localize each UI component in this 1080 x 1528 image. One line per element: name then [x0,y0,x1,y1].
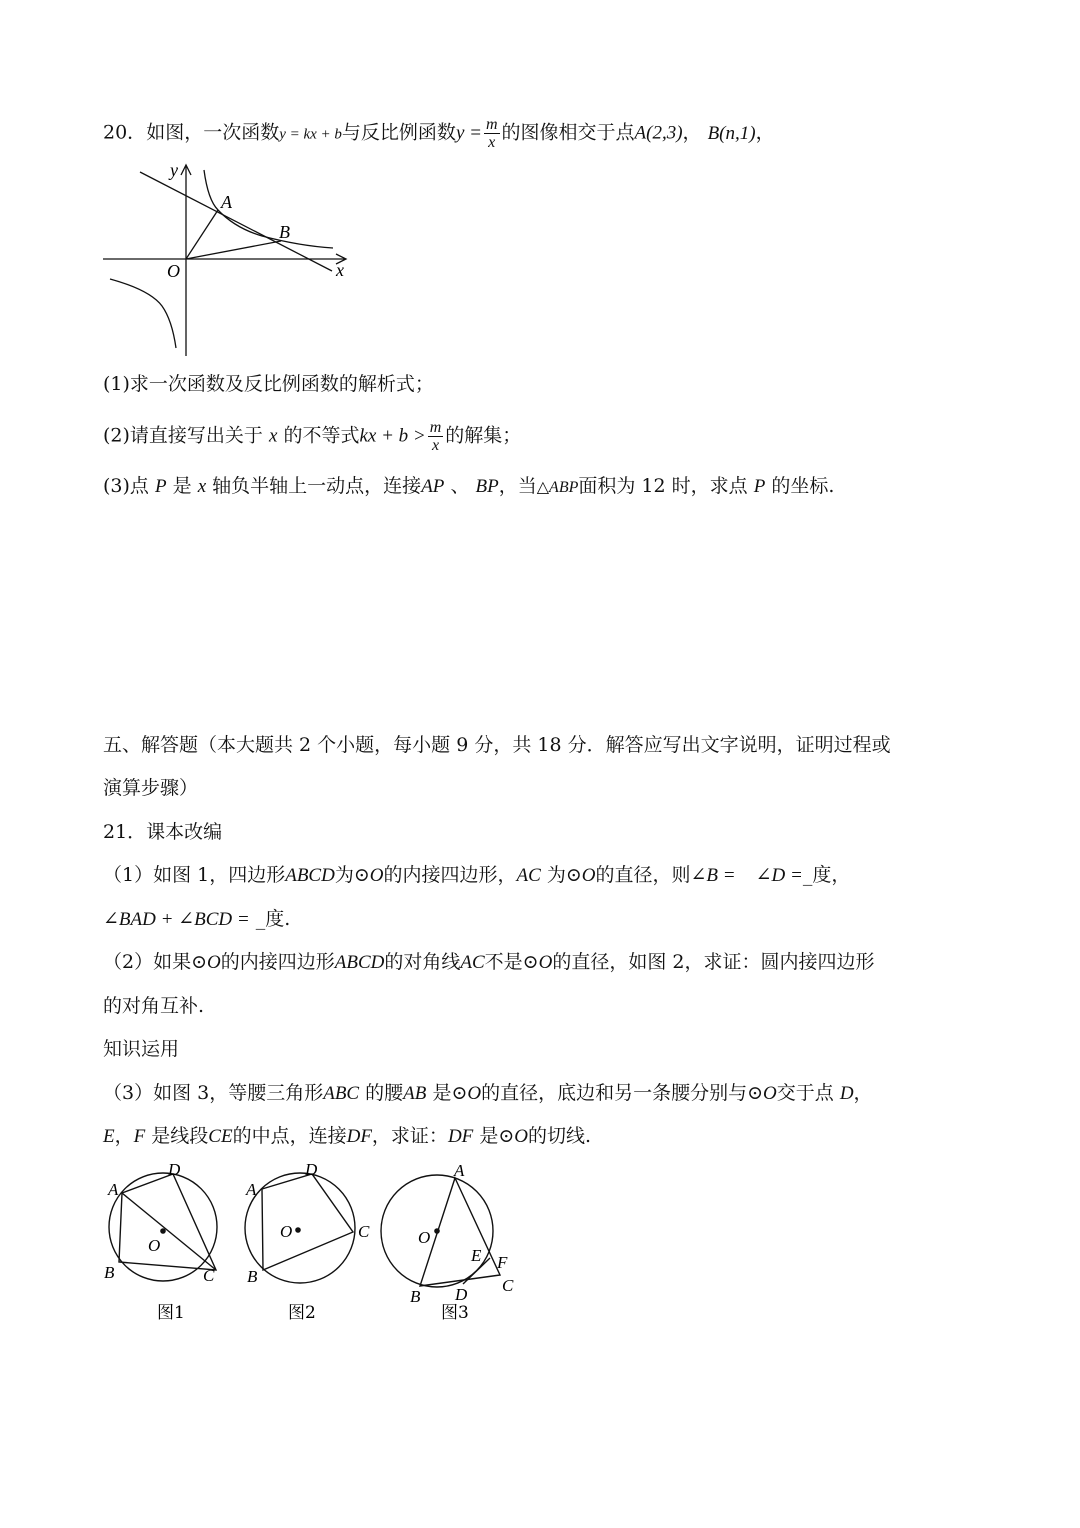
part-text: （3）如图 3，等腰三角形 [103,1082,324,1104]
segment-ac: AC [516,865,541,886]
part-text: 的切线. [527,1125,592,1147]
part-text: 的对角线 [384,951,461,973]
part-text: 的内接四边形 [220,951,335,973]
q21-knowledge [103,1035,179,1063]
label-b: B [279,222,290,242]
figure-2 [245,1160,370,1323]
hyperbola-branch-q3 [110,279,176,348]
circle-o: O [207,952,221,973]
fig3-label-a: A [454,1161,465,1180]
part-text: （2）如果⊙ [103,951,208,973]
part-text: 是线段 [151,1125,209,1147]
fig3-caption: 图3 [441,1303,469,1323]
part-text: 的直径，底边和另一条腰分别与⊙ [481,1082,764,1104]
triangle-abp: △ABP [536,479,579,496]
fig3-triangle-abc [420,1178,500,1286]
stem-text: 的图像相交于点 [501,121,635,144]
section5-heading-line2 [103,774,198,802]
var-x: x [268,425,278,447]
part-text: 是 [172,475,192,497]
point-b: B(n,1) [707,122,756,144]
fraction-numerator: m [429,419,442,436]
segment-ce: CE [208,1126,233,1147]
segment-bp: BP [475,476,499,497]
punct: ， [853,1082,873,1104]
stem-text: 如图，一次函数 [146,121,280,144]
circle-o: O [763,1083,777,1104]
part-text: ，当 [498,475,537,497]
part-text: 交于点 [776,1082,834,1104]
part-text: 面积为 12 时，求点 [578,475,748,497]
fig3-label-d: D [455,1285,468,1304]
linear-function: y = kx + b [279,126,342,143]
figure-3 [381,1161,514,1323]
quad-abcd: ABCD [285,865,335,886]
stem-text: 与反比例函数 [341,121,456,144]
fig1-label-a: A [108,1180,119,1199]
q20-part1 [103,370,434,398]
fig1-label-b: B [104,1263,115,1282]
part-text: _度， [802,864,851,886]
segment-df: DF [447,1126,474,1147]
circle-o: O [538,952,553,973]
part-text: 为⊙ [334,864,370,886]
circle-o: O [369,865,384,886]
figure-1 [104,1160,217,1323]
q20-part3 [103,472,834,502]
segment-ap: AP [421,476,445,497]
section-text: 演算步骤） [103,777,199,799]
point-e: E [103,1126,115,1147]
section-text: 五、解答题（本大题共 2 个小题，每小题 9 分，共 18 分．解答应写出文字说明，证明过程或 [103,734,891,756]
fraction-numerator: m [485,116,498,133]
q20-graph [100,158,360,358]
var-p: P [753,476,766,497]
part-text: 是⊙ [432,1082,468,1104]
circle-o: O [467,1083,482,1104]
fig3-label-o: O [418,1228,431,1247]
label-o: O [167,261,180,281]
fig2-label-o: O [280,1222,293,1241]
angle-b: ∠B = [690,865,736,886]
fraction-m-over-x [428,419,444,454]
label-y: y [170,160,178,180]
q21-title [103,818,222,846]
q21-part3-line1 [103,1079,873,1108]
punct: ， [755,121,775,144]
part-text: 的不等式 [283,424,360,447]
part-text: _度. [255,908,291,930]
segment-ab: AB [403,1083,427,1104]
var-x: x [197,476,207,497]
fig1-label-o: O [148,1236,161,1255]
part-text: 不是⊙ [484,951,539,973]
part-text: 是⊙ [479,1125,515,1147]
q21-part2-line1 [103,948,874,977]
label-x: x [336,260,344,280]
q21-part3-line2 [103,1122,591,1151]
part-text: (2)请直接写出关于 [103,424,263,447]
section5-heading-line1 [103,731,891,759]
fraction-m-over-x [484,116,500,151]
part-text: 的内接四边形， [383,864,517,886]
inequality: kx + b > [359,425,426,447]
fig3-label-c: C [502,1276,514,1295]
segment-df: DF [346,1126,372,1147]
punct: ， [682,121,702,144]
inverse-function-lhs: y = [455,122,482,144]
fig2-label-a: A [246,1180,257,1199]
fraction-denominator: x [431,437,440,454]
part-text: 的对角互补. [103,995,205,1017]
triangle-abc: ABC [323,1083,360,1104]
var-p: P [154,476,167,497]
circle-o: O [514,1126,528,1147]
question-number: 20． [103,121,147,144]
q21-part1-line2 [103,905,290,934]
part-text: （1）如图 1，四边形 [103,864,286,886]
q20-part2 [103,419,521,454]
punct: 、 [450,475,470,497]
part-text: 的解集； [445,424,522,447]
part-text: 为⊙ [546,864,582,886]
part-text: 的中点，连接 [232,1125,347,1147]
part-text: 的腰 [365,1082,404,1104]
subheading: 知识运用 [103,1038,180,1060]
angle-sum: ∠BAD + ∠BCD = [103,909,250,930]
part-text: 的直径，则 [595,864,691,886]
segment-oa [186,210,218,259]
part-text: 的直径，如图 2，求证：圆内接四边形 [552,951,875,973]
part-text: ，求证： [371,1125,448,1147]
q21-part2-line2 [103,992,204,1020]
question-title: 21．课本改编 [103,821,223,843]
fig1-caption: 图1 [157,1303,185,1323]
fig1-diagonal-ac [122,1193,216,1270]
quad-abcd: ABCD [334,952,385,973]
fig3-label-b: B [410,1287,421,1306]
part-text: 的坐标. [771,475,835,497]
fraction-denominator: x [488,134,496,151]
fig3-center-dot [434,1228,440,1234]
fig1-center-dot [160,1228,166,1234]
q21-part1-line1 [103,861,850,890]
fig2-label-b: B [247,1267,258,1286]
fig2-label-c: C [358,1222,370,1241]
point-d: D [839,1083,854,1104]
punct: ， [114,1125,134,1147]
fig3-label-e: E [471,1246,482,1265]
fig2-label-d: D [305,1160,318,1179]
segment-ob [186,241,281,259]
angle-d: ∠D = [755,865,803,886]
q20-stem [103,116,775,151]
linear-graph-line [140,172,332,271]
fig1-label-d: D [168,1160,181,1179]
segment-ac: AC [460,952,485,973]
fig2-quadrilateral [262,1174,353,1270]
point-a: A(2,3) [634,122,683,144]
fig3-label-f: F [497,1253,508,1272]
circle-o: O [581,865,596,886]
point-f: F [133,1126,146,1147]
fig1-label-c: C [203,1266,215,1285]
fig2-caption: 图2 [288,1303,316,1323]
part-text: 轴负半轴上一动点，连接 [212,475,422,497]
q21-figures [100,1158,530,1333]
fig2-center-dot [295,1227,301,1233]
part-text: (3)点 [103,475,149,497]
label-a: A [221,192,232,212]
part-text: (1)求一次函数及反比例函数的解析式； [103,373,434,395]
